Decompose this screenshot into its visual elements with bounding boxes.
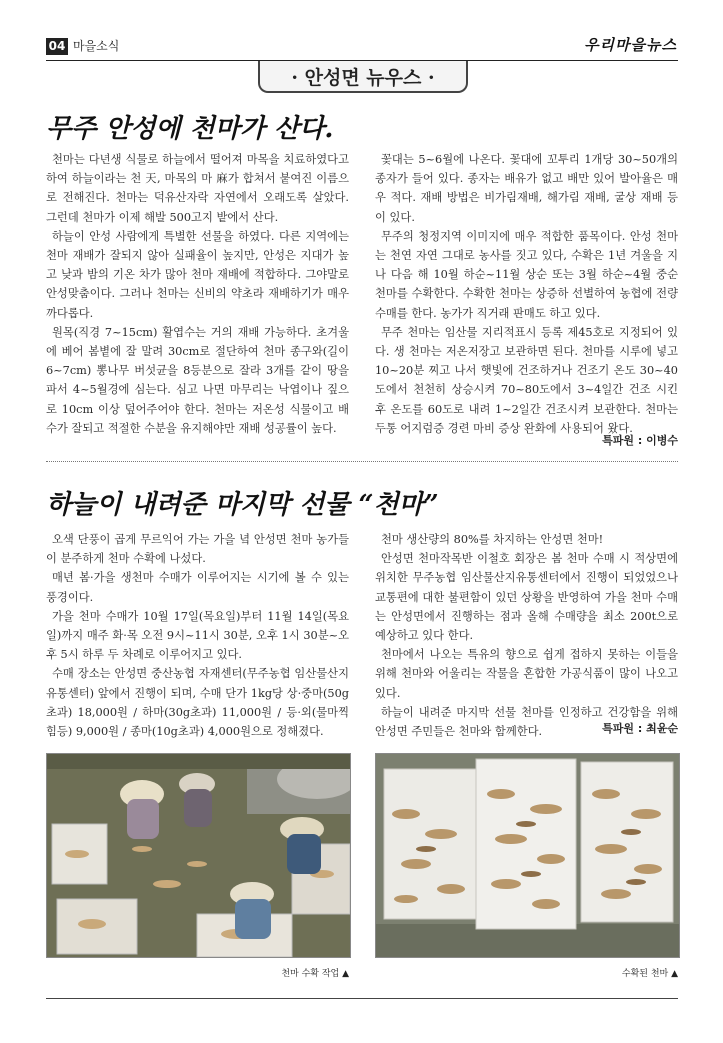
article1-byline: 특파원 : 이병수 — [602, 434, 678, 447]
footer-rule — [46, 998, 678, 999]
article2-column-right — [375, 530, 678, 741]
paragraph: 원목(직경 7~15cm) 활엽수는 거의 재배 가능하다. 초겨울에 베어 봄볕에 잘 말려 30cm로 절단하여 천마 종구와(길이 6~7cm) 뽕나무 버섯균을 8등분으로 잘라 3개를 같이 땅을 파서 4~5월경에 심는다. 심고 나면 마무리는 낙엽이나 짚으로 10cm 이상 덮어주어야 한다. 천마는 저온성 식물이고 배수가 잘되고 적절한 수분을 유지해야만 재배 성공률이 높다. — [46, 325, 349, 435]
article2-byline: 특파원 : 최윤순 — [602, 722, 678, 735]
photo-caption-harvest: 천마 수확 작업 ▲ — [281, 969, 349, 979]
section-name: 마을소식 — [73, 39, 120, 53]
paragraph: 천마는 다년생 식물로 하늘에서 떨어져 마목을 치료하였다고 하여 하늘이라는 천 天, 마목의 마 麻가 합쳐서 붙여진 이름으로 전해진다. 천마는 덕유산자락 자연에서 오래도록 살았다. 그런데 천마가 이제 해발 500고지 밭에서 산다. — [46, 153, 349, 224]
article2-title: 하늘이 내려준 마지막 선물 “천마” — [46, 490, 439, 520]
paragraph: 꽃대는 5~6월에 나온다. 꽃대에 꼬투리 1개당 30~50개의 종자가 들어 있다. 종자는 배유가 없고 배만 있어 발아율은 매우 적다. 재배 방법은 비가림재배, 해가림 재배, 굴상 재배 등이 있다. — [375, 153, 678, 224]
section-banner: · 안성면 뉴우스 · — [258, 61, 468, 93]
page-number: 04 — [46, 38, 68, 55]
paragraph: 천마에서 나오는 특유의 향으로 쉽게 접하지 못하는 이들을 위해 천마와 어울리는 작물을 혼합한 가공식품이 많이 나오고 있다. — [375, 648, 678, 700]
paragraph: 무주 천마는 임산물 지리적표시 등록 제45호로 지정되어 있다. 생 천마는 저온저장고 보관하면 된다. 천마를 시루에 넣고 10~20분 찌고 나서 햇빛에 건조하거나 건조기 온도 30~40도에서 천천히 상승시켜 70~80도에서 3~4일간 건조 시킨 후 온도를 60도로 내려 1~2일간 건조시켜 보관한다. 천마는 두통 어지럼증 경련 마비 증상 완화에 사용되어 왔다. — [375, 325, 678, 435]
paragraph: 천마 생산량의 80%를 차지하는 안성면 천마! — [381, 533, 604, 546]
article1-column-right — [375, 150, 678, 438]
paragraph: 수매 장소는 안성면 중산농협 자재센터(무주농협 임산물산지유통센터) 앞에서 진행이 되며, 수매 단가 1kg당 상·중마(50g초과) 18,000원 / 하마(30g초과) 11,000원 / 등·외(물마찍힘등) 9,000원 / 종마(10g초과) 4,000원으로 정해졌다. — [46, 667, 349, 739]
harvested-cheonma-illustration — [376, 754, 679, 957]
article2-column-left — [46, 530, 349, 741]
paragraph: 오색 단풍이 곱게 무르익어 가는 가을 녘 안성면 천마 농가들이 분주하게 천마 수확에 나섰다. — [46, 533, 349, 566]
article1-title: 무주 안성에 천마가 산다. — [46, 114, 334, 144]
photo-harvest-work — [46, 753, 351, 958]
photo-caption-harvested: 수확된 천마 ▲ — [621, 969, 678, 979]
paragraph: 안성면 천마작목반 이철호 회장은 봄 천마 수매 시 적상면에 위치한 무주농협 임산물산지유통센터에서 진행이 되었었으나 교통편에 대한 불편함이 있던 상황을 반영하여 가을 천마 수매는 안성면에서 진행하는 점과 올해 수매량을 최소 200t으로 예상하고 있다 한다. — [375, 552, 678, 643]
paragraph: 무주의 청정지역 이미지에 매우 적합한 품목이다. 안성 천마는 천연 자연 그대로 농사를 짓고 있다, 수확은 1년 겨울을 지나 다음 해 10월 하순~11월 상순 또는 3월 하순~4월 중순 천마를 수확한다. 수확한 천마는 상증하 선별하여 농협에 전량 수매를 한다. 농가가 직거래 판매도 하고 있다. — [375, 229, 678, 320]
paragraph: 가을 천마 수매가 10월 17일(목요일)부터 11월 14일(목요일)까지 매주 화·목 오전 9시~11시 30분, 오후 1시 30분~오후 5시 하루 두 차례로 이루어지고 있다. — [46, 609, 349, 662]
paragraph: 매년 봄·가을 생천마 수매가 이루어지는 시기에 볼 수 있는 풍경이다. — [46, 571, 349, 604]
harvest-work-illustration — [47, 754, 350, 957]
article-divider — [46, 461, 678, 462]
photo-harvested-cheonma — [375, 753, 680, 958]
paragraph: 하늘이 내려준 마지막 선물 천마를 인정하고 건강함을 위해 안성면 주민들은 천마와 함께한다. — [375, 705, 678, 739]
article1-column-left — [46, 150, 349, 438]
masthead-logo: 우리마을뉴스 — [584, 36, 677, 54]
paragraph: 하늘이 안성 사람에게 특별한 선물을 하였다. 다른 지역에는 천마 재배가 잘되지 않아 실패율이 높지만, 안성은 지대가 높고 낮과 밤의 기온 차가 많아 천마 재배에 적합하다. 그야말로 안성맞춤이다. 그러나 천마는 신비의 약초라 재배하기가 매우 까다롭다. — [46, 229, 349, 320]
